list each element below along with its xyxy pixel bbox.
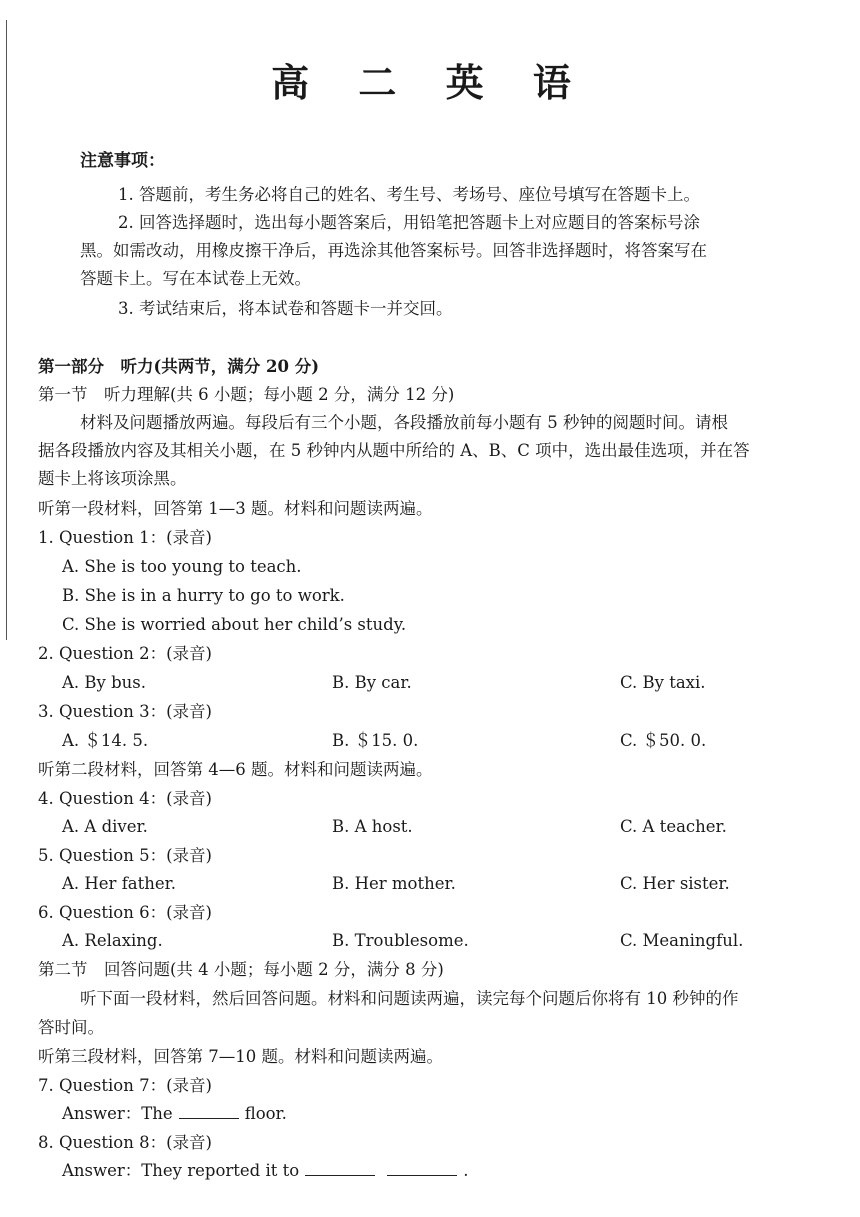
section2-instruction-1: 听下面一段材料，然后回答问题。材料和问题读两遍，读完每个问题后你将有 10 秒钟的作 (80, 989, 739, 1008)
segment-3-instruction: 听第三段材料，回答第 7—10 题。材料和问题读两遍。 (38, 1047, 443, 1066)
question-8-blank-2 (387, 1161, 457, 1176)
question-6-option-b: B. Troublesome. (332, 931, 469, 950)
question-4-option-a: A. A diver. (62, 817, 148, 836)
question-5: 5. Question 5：(录音) (38, 846, 212, 865)
question-6-option-a: A. Relaxing. (62, 931, 163, 950)
section1-heading: 第一节 听力理解(共 6 小题；每小题 2 分，满分 12 分) (38, 385, 455, 404)
notice-item-2c: 答题卡上。写在本试卷上无效。 (80, 269, 311, 288)
question-7-answer-prefix: Answer：The (62, 1104, 173, 1123)
question-3: 3. Question 3：(录音) (38, 702, 212, 721)
question-5-option-c: C. Her sister. (620, 874, 730, 893)
instructions-line-3: 题卡上将该项涂黑。 (38, 469, 187, 488)
question-7-blank (179, 1104, 239, 1119)
section2-instruction-2: 答时间。 (38, 1018, 104, 1037)
question-1: 1. Question 1：(录音) (38, 528, 212, 547)
page-title: 高 二 英 语 (271, 60, 589, 105)
question-7: 7. Question 7：(录音) (38, 1076, 212, 1095)
instructions-line-2: 据各段播放内容及其相关小题，在 5 秒钟内从题中所给的 A、B、C 项中，选出最佳选项，并在答 (38, 441, 750, 460)
question-2-option-b: B. By car. (332, 673, 412, 692)
question-2: 2. Question 2：(录音) (38, 644, 212, 663)
question-8: 8. Question 8：(录音) (38, 1133, 212, 1152)
question-8-blank-1 (305, 1161, 375, 1176)
section2-heading: 第二节 回答问题(共 4 小题；每小题 2 分，满分 8 分) (38, 960, 444, 979)
question-7-answer (62, 1103, 852, 1125)
instructions-line-1: 材料及问题播放两遍。每段后有三个小题，各段播放前每小题有 5 秒钟的阅题时间。请根 (80, 413, 728, 432)
question-3-option-a: A. ＄14. 5. (62, 731, 149, 750)
page-edge-line (6, 20, 7, 640)
notice-item-3: 3. 考试结束后，将本试卷和答题卡一并交回。 (118, 299, 453, 318)
notice-heading: 注意事项： (80, 151, 165, 171)
question-2-option-a: A. By bus. (62, 673, 146, 692)
notice-item-2a: 2. 回答选择题时，选出每小题答案后，用铅笔把答题卡上对应题目的答案标号涂 (118, 213, 700, 232)
part1-heading: 第一部分 听力(共两节，满分 20 分) (38, 357, 320, 376)
question-1-option-a: A. She is too young to teach. (62, 557, 302, 576)
question-6: 6. Question 6：(录音) (38, 903, 212, 922)
question-6-option-c: C. Meaningful. (620, 931, 744, 950)
question-1-option-b: B. She is in a hurry to go to work. (62, 586, 345, 605)
question-5-option-a: A. Her father. (62, 874, 176, 893)
question-3-option-b: B. ＄15. 0. (332, 731, 419, 750)
question-4-option-b: B. A host. (332, 817, 413, 836)
segment-1-instruction: 听第一段材料，回答第 1—3 题。材料和问题读两遍。 (38, 499, 433, 518)
question-2-option-c: C. By taxi. (620, 673, 706, 692)
question-8-answer-prefix: Answer：They reported it to (62, 1161, 300, 1180)
question-8-answer (62, 1160, 852, 1182)
notice-item-1: 1. 答题前，考生务必将自己的姓名、考生号、考场号、座位号填写在答题卡上。 (118, 185, 700, 204)
question-4-option-c: C. A teacher. (620, 817, 727, 836)
question-8-answer-suffix: . (463, 1161, 469, 1180)
question-4: 4. Question 4：(录音) (38, 789, 212, 808)
question-7-answer-suffix: floor. (244, 1104, 287, 1123)
segment-2-instruction: 听第二段材料，回答第 4—6 题。材料和问题读两遍。 (38, 760, 433, 779)
notice-item-2b: 黑。如需改动，用橡皮擦干净后，再选涂其他答案标号。回答非选择题时，将答案写在 (80, 241, 707, 260)
question-5-option-b: B. Her mother. (332, 874, 456, 893)
question-1-option-c: C. She is worried about her child’s study. (62, 615, 407, 634)
question-3-option-c: C. ＄50. 0. (620, 731, 707, 750)
